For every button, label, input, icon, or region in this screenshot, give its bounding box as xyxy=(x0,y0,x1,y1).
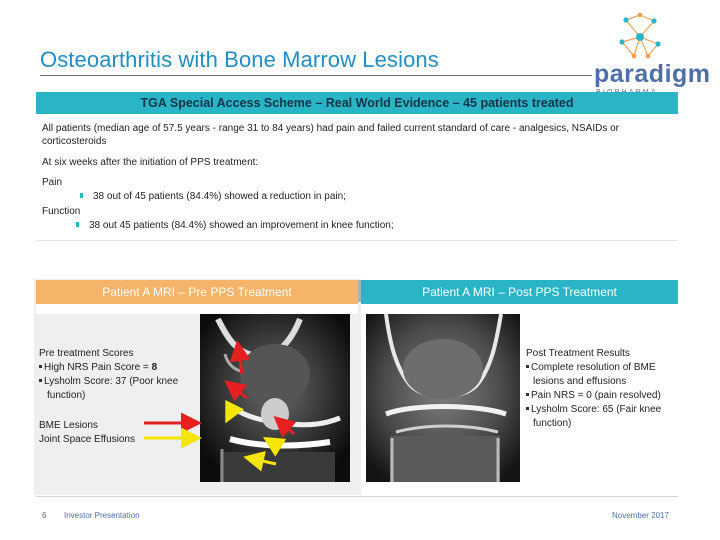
function-result-item xyxy=(76,219,394,232)
red-arrow-icon xyxy=(238,346,242,374)
pain-result-text: 38 out of 45 patients (84.4%) showed a reduction in pain; xyxy=(93,191,346,202)
pain-result-item xyxy=(80,190,346,203)
pre-panel-spacer xyxy=(36,304,358,314)
bullet-icon xyxy=(526,365,529,368)
section-divider xyxy=(36,240,678,241)
yellow-arrow-icon xyxy=(249,458,276,464)
bullet-icon xyxy=(39,365,42,368)
pre-nrs-score: High NRS Pain Score = 8 xyxy=(39,362,157,374)
pre-panel-heading: Patient A MRI – Pre PPS Treatment xyxy=(36,280,358,304)
post-treatment-mri-image xyxy=(366,314,520,482)
bme-lesions-label: BME Lesions xyxy=(39,420,98,431)
red-arrow-icon xyxy=(229,384,247,398)
six-weeks-text: At six weeks after the initiation of PPS treatment: xyxy=(42,157,259,168)
footer-date: November 2017 xyxy=(612,511,669,520)
post-result-resolution: Complete resolution of BME xyxy=(526,362,656,374)
molecule-logo-icon xyxy=(614,12,666,62)
page-number: 6 xyxy=(42,511,47,520)
post-panel-heading: Patient A MRI – Post PPS Treatment xyxy=(361,280,678,304)
post-result-resolution-continued: lesions and effusions xyxy=(533,376,627,387)
pre-lysholm-continued: function) xyxy=(47,390,86,401)
logo-wordmark: paradigm xyxy=(594,60,711,88)
function-result-text: 38 out 45 patients (84.4%) showed an improvement in knee function; xyxy=(89,220,394,231)
bullet-icon xyxy=(526,393,529,396)
pre-lysholm-score: Lysholm Score: 37 (Poor knee xyxy=(39,376,178,388)
evidence-banner: TGA Special Access Scheme – Real World Evidence – 45 patients treated xyxy=(36,92,678,114)
lesion-arrows xyxy=(36,314,366,484)
yellow-arrow-icon xyxy=(268,440,281,448)
pain-label: Pain xyxy=(42,177,63,188)
bullet-icon xyxy=(526,407,529,410)
intro-text: All patients (median age of 57.5 years - range 31 to 84 years) had pain and failed current standard of care - analgesics, NSAIDs or corticosteroids xyxy=(42,123,619,147)
company-logo xyxy=(594,12,711,92)
bullet-icon xyxy=(76,222,79,227)
yellow-arrow-icon xyxy=(228,406,234,418)
function-label: Function xyxy=(42,206,81,217)
title-underline xyxy=(40,75,592,76)
bullet-icon xyxy=(80,193,83,198)
joint-effusions-label: Joint Space Effusions xyxy=(39,434,135,445)
bullet-icon xyxy=(39,379,42,382)
footer-divider xyxy=(36,496,678,497)
post-result-lysholm-continued: function) xyxy=(533,418,572,429)
post-result-lysholm: Lysholm Score: 65 (Fair knee xyxy=(526,404,661,416)
post-result-pain: Pain NRS = 0 (pain resolved) xyxy=(526,390,661,402)
pre-scores-title: Pre treatment Scores xyxy=(39,348,134,359)
post-results-title: Post Treatment Results xyxy=(526,348,630,359)
red-arrow-icon xyxy=(278,420,294,434)
slide-title: Osteoarthritis with Bone Marrow Lesions xyxy=(40,47,439,72)
footer-label: Investor Presentation xyxy=(64,511,140,520)
